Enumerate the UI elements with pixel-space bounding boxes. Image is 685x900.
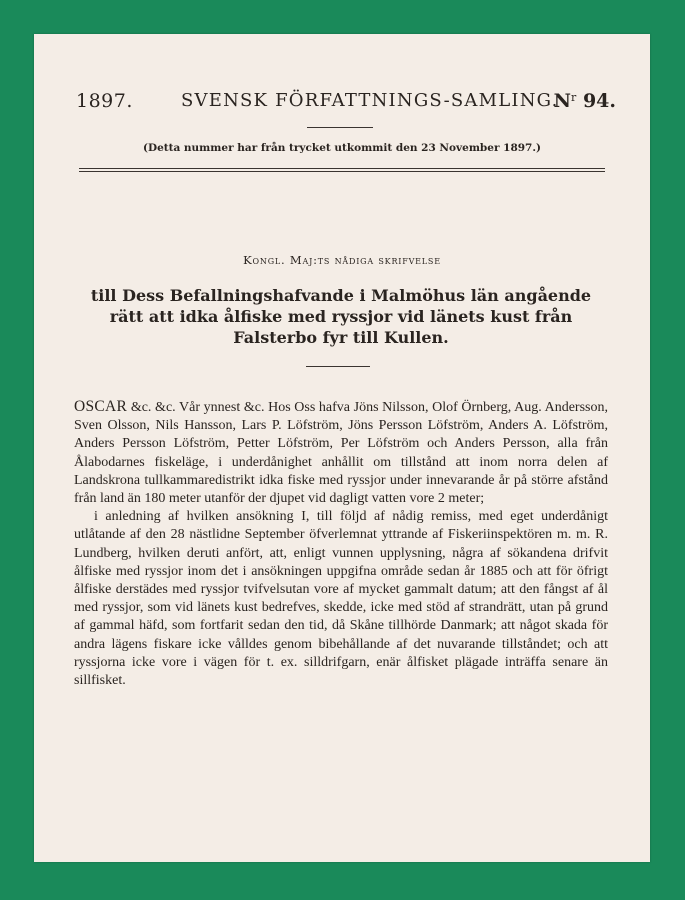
number-value: 94. (582, 90, 616, 112)
paragraph-1 (74, 398, 608, 508)
publication-notice: (Detta nummer har från trycket utkommit den 23 November 1897.) (143, 142, 541, 154)
heading-divider (306, 366, 370, 367)
header-divider (307, 127, 373, 128)
number-prefix: N (553, 90, 572, 112)
header-title: SVENSK FÖRFATTNINGS-SAMLING. (181, 90, 559, 111)
double-rule-upper (79, 168, 605, 169)
header-number (554, 90, 616, 112)
double-rule-lower (79, 171, 605, 172)
document-body (74, 398, 608, 690)
document-page (34, 34, 650, 862)
number-suffix: r (571, 91, 577, 104)
document-subtitle: Kongl. Maj:ts nådiga skrifvelse (243, 253, 441, 267)
paragraph-1-text: &c. &c. Vår ynnest &c. Hos Oss hafva Jöns Nilsson, Olof Örnberg, Aug. Andersson, Sven Olsson, Nils Hansson, Lars P. Löfström, Jöns Persson Löfström, Anders A. Löfström, Anders Persson Löfström, Petter Löfström, Per Löfström och Anders Persson, alla från Ålabodarnes fiskeläge, i underdånighet anhållit om tillstånd att inom norra delen af Landskrona tullkammaredistrikt idka fiske med ryssjor under innevarande år på större afstånd från land än 180 meter utanför der djupet vid dagligt vatten vore 2 meter; (74, 400, 608, 507)
paragraph-lead: OSCAR (74, 398, 128, 415)
header-year: 1897. (76, 90, 133, 112)
document-heading: till Dess Befallningshafvande i Malmöhus län angående rätt att idka ålfiske med ryssjor vid länets kust från Falsterbo fyr till Kullen. (90, 286, 592, 347)
page-header (76, 90, 616, 120)
paragraph-2: i anledning af hvilken ansökning I, till följd af nådig remiss, med eget underdånigt utlåtande af den 28 nästlidne September öfverlemnat yttrande af Fiskeriinspektören m. m. R. Lundberg, hvilken deruti anfört, att, enligt vunnen upplysning, några af sökandena drifvit ålfiske med ryssjor inom det i ansökningen uppgifna område sedan år 1885 och att för öfrigt ålfiske derstädes med ryssjor tvifvelsutan vore af mycket gammalt datum; att den fångst af ål med ryssjor, som vid länets kust bedrefves, skedde, icke med stöd af strandrätt, utan på grund af gammal häfd, som fortfarit sedan den tid, då Skåne tillhörde Danmark; att något skada för andra lägens fiskare icke vålldes genom bibehållande af det nuvarande tillståndet; och att ryssjorna icke vore i vägen för t. ex. silldrifgarn, enär ålfisket plägade inträffa senare än sillfisket. (74, 509, 608, 689)
